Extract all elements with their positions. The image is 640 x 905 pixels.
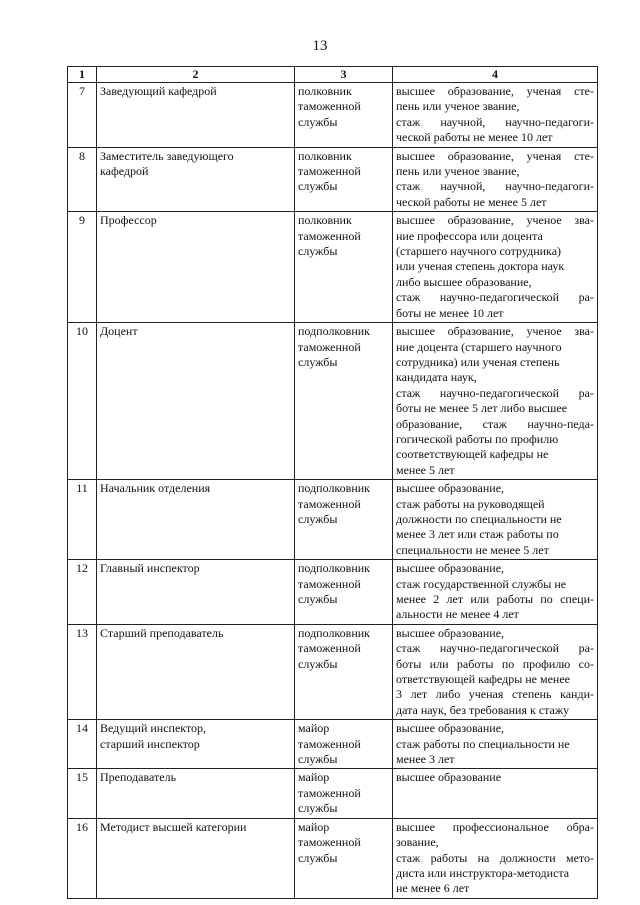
- rank: полковник таможенной службы: [295, 212, 393, 323]
- table-row: [68, 560, 598, 625]
- requirement-line: стаж работы на должности мето-: [396, 850, 594, 865]
- rank: майор таможенной службы: [295, 720, 393, 769]
- table-row: [68, 624, 598, 719]
- position-name: Заместитель заведующего кафедрой: [97, 147, 295, 212]
- rank: подполковник таможенной службы: [295, 624, 393, 719]
- position-name: Доцент: [97, 323, 295, 480]
- requirement-line: менее 3 лет: [396, 752, 455, 767]
- column-header: 3: [295, 67, 393, 83]
- requirement-line: ние доцента (старшего научного: [396, 339, 562, 354]
- requirement-line: высшее образование,: [396, 481, 505, 496]
- page-number: 13: [312, 38, 328, 54]
- column-header: 1: [68, 67, 97, 83]
- requirement-line: высшее образование,: [396, 625, 505, 640]
- requirement-line: высшее образование, ученая сте-: [396, 148, 594, 163]
- requirement-line: высшее образование,: [396, 561, 505, 576]
- requirement-line: высшее образование, ученое зва-: [396, 213, 594, 228]
- requirement-line: должности по специальности не: [396, 511, 562, 526]
- position-name: Профессор: [97, 212, 295, 323]
- row-number: 7: [68, 83, 97, 148]
- requirement-line: менее 3 лет или стаж работы по: [396, 527, 559, 542]
- requirement-line: ответствующей кафедры не менее: [396, 672, 571, 687]
- table-row: [68, 212, 598, 323]
- table-header-row: [68, 67, 598, 83]
- requirement-line: высшее образование,: [396, 721, 505, 736]
- requirement-line: кандидата наук,: [396, 370, 477, 385]
- requirement-line: образование, стаж научно-педа-: [396, 416, 594, 431]
- requirement-line: пень или ученое звание,: [396, 164, 520, 179]
- requirement-line: альности не менее 4 лет: [396, 607, 519, 622]
- rank: майор таможенной службы: [295, 769, 393, 818]
- requirement-line: ние профессора или доцента: [396, 228, 543, 243]
- column-header: 4: [393, 67, 598, 83]
- requirement-line: ческой работы не менее 10 лет: [396, 130, 553, 145]
- row-number: 12: [68, 560, 97, 625]
- table-row: [68, 480, 598, 560]
- table-row: [68, 720, 598, 769]
- requirement-line: боты не менее 10 лет: [396, 305, 504, 320]
- requirement-line: высшее образование: [396, 770, 502, 785]
- table-row: [68, 769, 598, 818]
- requirement-line: стаж научно-педагогической ра-: [396, 290, 594, 305]
- requirement-line: либо высшее образование,: [396, 274, 532, 289]
- table-row: [68, 83, 598, 148]
- rank: подполковник таможенной службы: [295, 323, 393, 480]
- requirement-line: высшее профессиональное обра-: [396, 819, 594, 834]
- table-row: [68, 818, 598, 898]
- requirement-line: 3 лет либо ученая степень канди-: [396, 687, 594, 702]
- requirement-line: стаж научной, научно-педагоги-: [396, 179, 594, 194]
- position-name: Ведущий инспектор, старший инспектор: [97, 720, 295, 769]
- requirement-line: сотрудника) или ученая степень: [396, 354, 560, 369]
- requirement-line: специальности не менее 5 лет: [396, 542, 549, 557]
- requirements: [393, 147, 598, 212]
- requirement-line: стаж государственной службы не: [396, 576, 567, 591]
- requirements: [393, 480, 598, 560]
- requirements: [393, 624, 598, 719]
- position-name: Старший преподаватель: [97, 624, 295, 719]
- requirement-line: диста или инструктора-методиста: [396, 865, 570, 880]
- table-body: [68, 83, 598, 899]
- requirements: [393, 769, 598, 818]
- requirement-line: стаж научно-педагогической ра-: [396, 385, 594, 400]
- table-row: [68, 147, 598, 212]
- position-name: Преподаватель: [97, 769, 295, 818]
- row-number: 10: [68, 323, 97, 480]
- requirement-line: гогической работы по профилю: [396, 431, 559, 446]
- position-name: Начальник отделения: [97, 480, 295, 560]
- requirement-line: (старшего научного сотрудника): [396, 244, 562, 259]
- requirement-line: зование,: [396, 835, 439, 850]
- requirement-line: менее 5 лет: [396, 462, 455, 477]
- position-name: Главный инспектор: [97, 560, 295, 625]
- requirement-line: дата наук, без требования к стажу: [396, 702, 570, 717]
- requirements: [393, 720, 598, 769]
- requirements: [393, 212, 598, 323]
- requirement-line: стаж научно-педагогической ра-: [396, 641, 594, 656]
- requirement-line: не менее 6 лет: [396, 881, 470, 896]
- requirement-line: стаж работы на руководящей: [396, 496, 545, 511]
- row-number: 8: [68, 147, 97, 212]
- requirement-line: боты или работы по профилю со-: [396, 656, 594, 671]
- position-name: Заведующий кафедрой: [97, 83, 295, 148]
- rank: подполковник таможенной службы: [295, 480, 393, 560]
- requirement-line: высшее образование, ученая сте-: [396, 84, 594, 98]
- rank: подполковник таможенной службы: [295, 560, 393, 625]
- requirements: [393, 560, 598, 625]
- requirements: [393, 323, 598, 480]
- row-number: 14: [68, 720, 97, 769]
- requirement-line: стаж работы по специальности не: [396, 736, 570, 751]
- requirement-line: пень или ученое звание,: [396, 99, 520, 114]
- row-number: 11: [68, 480, 97, 560]
- position-name: Методист высшей категории: [97, 818, 295, 898]
- row-number: 13: [68, 624, 97, 719]
- requirements: [393, 83, 598, 148]
- row-number: 15: [68, 769, 97, 818]
- requirements: [393, 818, 598, 898]
- requirement-line: соответствующей кафедры не: [396, 447, 549, 462]
- requirement-line: или ученая степень доктора наук: [396, 259, 565, 274]
- positions-table: [67, 66, 598, 899]
- rank: майор таможенной службы: [295, 818, 393, 898]
- rank: полковник таможенной службы: [295, 147, 393, 212]
- row-number: 9: [68, 212, 97, 323]
- requirement-line: ческой работы не менее 5 лет: [396, 194, 547, 209]
- rank: полковник таможенной службы: [295, 83, 393, 148]
- requirement-line: стаж научной, научно-педагоги-: [396, 114, 594, 129]
- requirement-line: высшее образование, ученое зва-: [396, 324, 594, 339]
- table-row: [68, 323, 598, 480]
- requirement-line: менее 2 лет или работы по специ-: [396, 592, 594, 606]
- row-number: 16: [68, 818, 97, 898]
- column-header: 2: [97, 67, 295, 83]
- requirement-line: боты не менее 5 лет либо высшее: [396, 401, 568, 416]
